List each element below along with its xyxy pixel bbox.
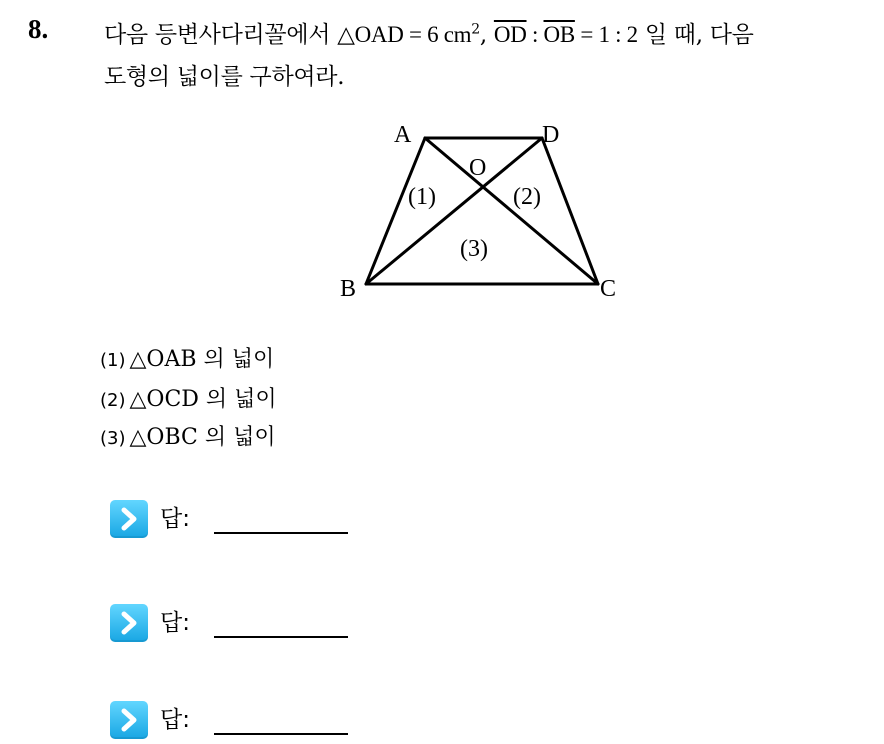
question-intro: 다음 등변사다리꼴에서: [104, 22, 338, 48]
answer-label: 답:: [160, 506, 190, 532]
subquestion-text: △OAB 의 넓이: [129, 347, 275, 372]
answer-blank[interactable]: [214, 636, 348, 638]
answer-blank[interactable]: [214, 532, 348, 534]
region-label-3: (3): [460, 236, 488, 262]
subquestion-text: △OBC 의 넓이: [129, 425, 276, 450]
subquestion-2: [100, 382, 277, 413]
region-label-2: (2): [513, 184, 541, 210]
subquestion-number: (2): [100, 390, 126, 411]
subquestion-3: [100, 420, 276, 451]
chevron-right-icon: [110, 701, 148, 739]
comma: ,: [479, 22, 494, 48]
question-text: [104, 14, 874, 98]
colon: :: [526, 22, 544, 47]
question-tail: 일 때, 다음: [637, 22, 754, 48]
ratio-value: = 1 : 2: [574, 22, 638, 47]
vertex-label-o: O: [469, 155, 487, 181]
subquestion-text: △OCD 의 넓이: [129, 387, 277, 412]
chevron-right-icon: [110, 604, 148, 642]
answer-label: 답:: [160, 707, 190, 733]
segment-od: $\overline{OD}$: [493, 22, 527, 47]
chevron-right-icon: [110, 500, 148, 538]
area-expression: △OAD = 6 cm: [337, 22, 472, 47]
answer-row-2: [110, 604, 370, 644]
subquestion-1: [100, 342, 274, 373]
question-line-1: [104, 14, 874, 56]
answer-row-1: [110, 500, 370, 540]
vertex-label-d: D: [542, 122, 560, 148]
answer-row-3: [110, 701, 370, 741]
diagonal-bd: [366, 138, 542, 284]
vertex-label-c: C: [600, 276, 617, 302]
segment-ob: $\overline{OB}$: [543, 22, 575, 47]
vertex-label-a: A: [394, 122, 412, 148]
answer-label: 답:: [160, 610, 190, 636]
problem-number: 8.: [28, 14, 49, 44]
subquestion-number: (3): [100, 428, 126, 449]
trapezoid-diagram: [330, 110, 640, 310]
answer-blank[interactable]: [214, 733, 348, 735]
trapezoid-figure: [330, 110, 640, 310]
side-ab: [366, 138, 425, 284]
question-line-2: 도형의 넓이를 구하여라.: [104, 64, 345, 90]
area-exponent: 2: [471, 21, 480, 38]
diagonal-ac: [425, 138, 598, 284]
subquestion-number: (1): [100, 350, 126, 371]
vertex-label-b: B: [340, 276, 357, 302]
region-label-1: (1): [408, 184, 436, 210]
